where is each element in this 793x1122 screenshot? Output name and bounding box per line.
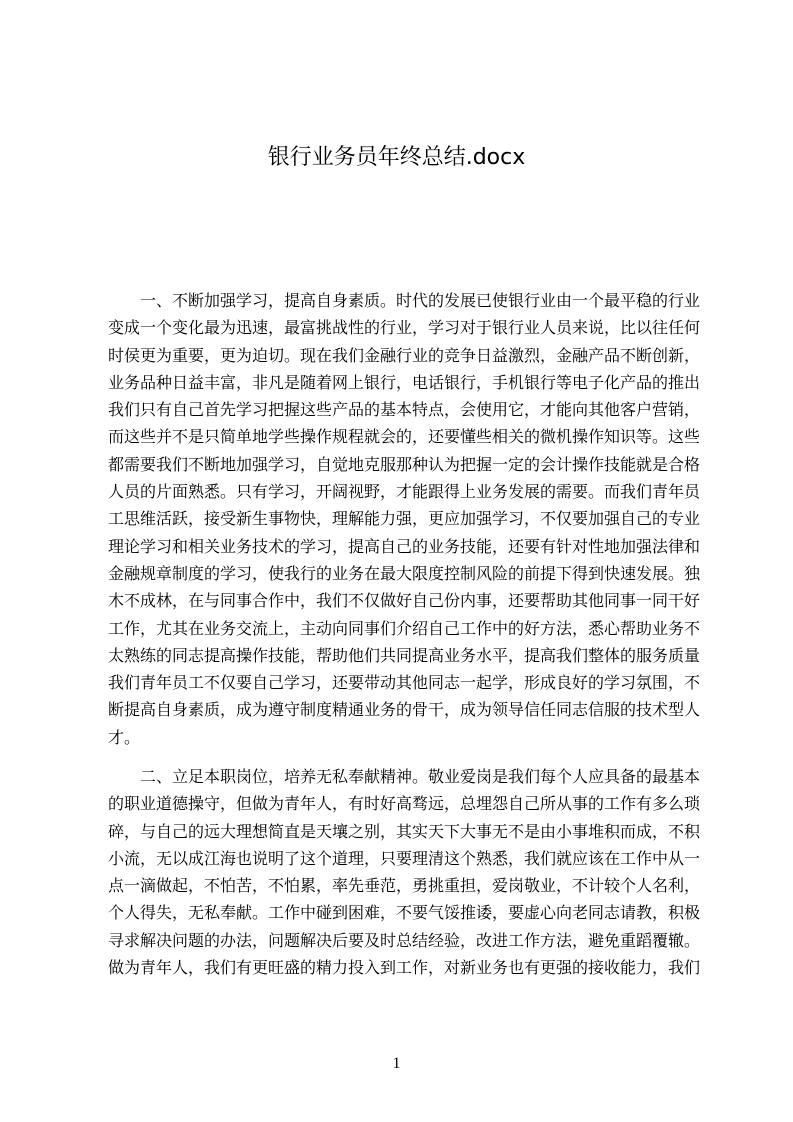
text-line: 木不成林，在与同事合作中，我们不仅做好自己份内事，还要帮助其他同事一同干好: [108, 591, 701, 611]
text-line: 金融规章制度的学习，使我行的业务在最大限度控制风险的前提下得到快速发展。独: [108, 563, 701, 583]
text-line: 小流，无以成江海也说明了这个道理，只要理清这个熟悉，我们就应该在工作中从一: [108, 848, 701, 868]
document-title: 银行业务员年终总结.docx: [267, 145, 526, 170]
text-line: 太熟练的同志提高操作技能，帮助他们共同提高业务水平，提高我们整体的服务质量: [108, 645, 701, 665]
text-line: 工作，尤其在业务交流上，主动向同事们介绍自己工作中的好方法，悉心帮助业务不: [108, 618, 701, 638]
text-line: 工思维活跃，接受新生事物快，理解能力强，更应加强学习，不仅要加强自己的专业: [108, 509, 701, 529]
text-line: 个人得失，无私奉献。工作中碰到困难，不要气馁推诿，要虚心向老同志请教，积极: [108, 903, 701, 923]
text-line: 时侯更为重要，更为迫切。现在我们金融行业的竞争日益激烈，金融产品不断创新，: [108, 345, 701, 365]
text-line: 理论学习和相关业务技术的学习，提高自己的业务技能，还要有针对性地加强法律和: [108, 536, 701, 556]
text-line: 断提高自身素质，成为遵守制度精通业务的骨干，成为领导信任同志信服的技术型人: [108, 700, 701, 720]
page-number: 1: [392, 1055, 401, 1072]
paragraph-2: [108, 763, 702, 981]
paragraph-1: [108, 287, 702, 751]
text-line: 都需要我们不断地加强学习，自觉地克服那种认为把握一定的会计操作技能就是合格: [108, 454, 701, 474]
text-line: 二、立足本职岗位，培养无私奉献精神。敬业爱岗是我们每个人应具备的最基本: [140, 767, 701, 786]
text-line: 变成一个变化最为迅速，最富挑战性的行业，学习对于银行业人员来说，比以往任何: [108, 318, 701, 338]
text-line: 我们只有自己首先学习把握这些产品的基本特点，会使用它，才能向其他客户营销，: [108, 400, 701, 420]
text-line: 业务品种日益丰富，非凡是随着网上银行，电话银行，手机银行等电子化产品的推出: [108, 372, 701, 392]
text-line: 的职业道德操守，但做为青年人，有时好高骛远，总埋怨自己所从事的工作有多么琐: [108, 794, 701, 814]
text-line: 碎，与自己的远大理想简直是天壤之别，其实天下大事无不是由小事堆积而成，不积: [108, 821, 701, 841]
text-line: 点一滴做起，不怕苦，不怕累，率先垂范，勇挑重担，爱岗敬业，不计较个人名利，: [108, 876, 701, 896]
text-line: 人员的片面熟悉。只有学习，开阔视野，才能跟得上业务发展的需要。而我们青年员: [108, 482, 701, 502]
text-line: 才。: [108, 727, 141, 747]
text-line: 寻求解决问题的办法，问题解决后要及时总结经验，改进工作方法，避免重蹈覆辙。: [108, 930, 701, 950]
text-line: 做为青年人，我们有更旺盛的精力投入到工作，对新业务也有更强的接收能力，我们: [108, 958, 701, 978]
text-line: 我们青年员工不仅要自己学习，还要带动其他同志一起学，形成良好的学习氛围，不: [108, 673, 701, 693]
text-line: 而这些并不是只简单地学些操作规程就会的，还要懂些相关的微机操作知识等。这些: [108, 427, 701, 447]
text-line: 一、不断加强学习，提高自身素质。时代的发展已使银行业由一个最平稳的行业: [140, 291, 701, 310]
